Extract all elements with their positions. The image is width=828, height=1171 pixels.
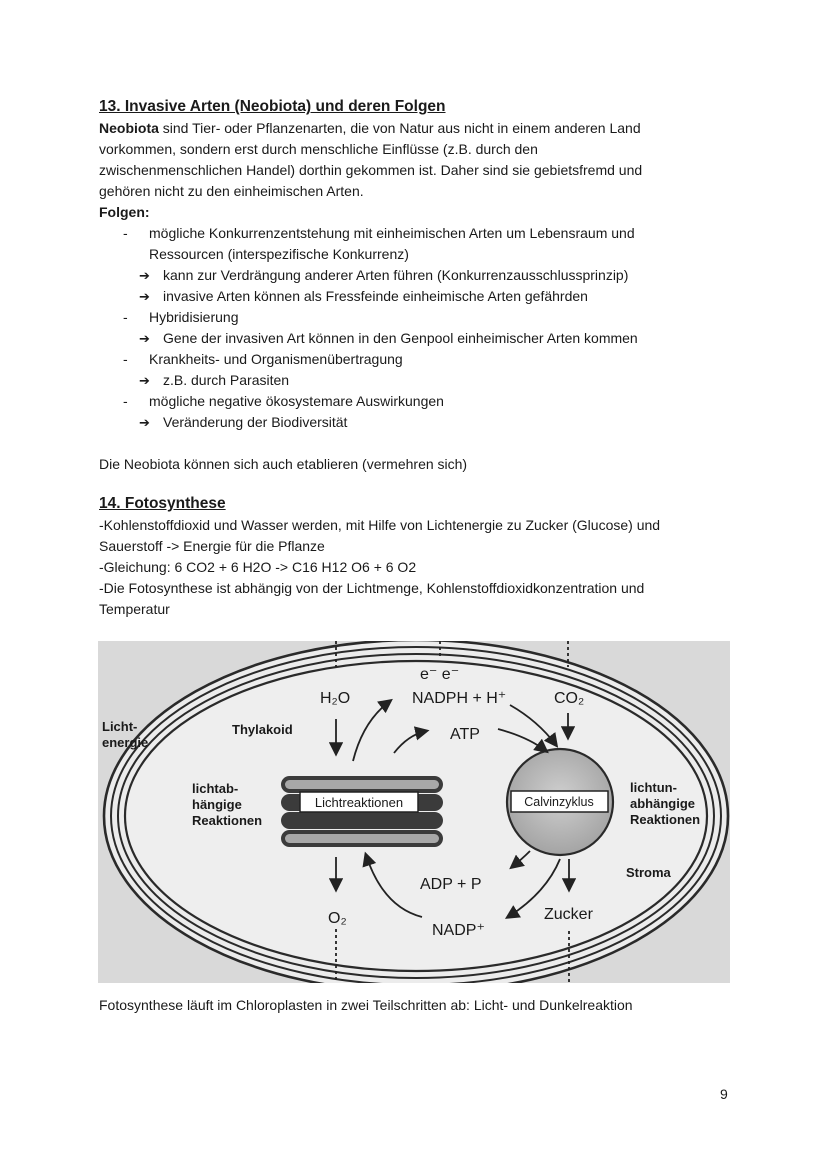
neobiota-closing: Die Neobiota können sich auch etablieren (vermehren sich) bbox=[99, 456, 468, 472]
consequence-subitem: ➔ z.B. durch Parasiten bbox=[99, 370, 739, 391]
folgen-list bbox=[99, 223, 739, 433]
zucker-label: Zucker bbox=[544, 906, 593, 923]
text-line: -Kohlenstoffdioxid und Wasser werden, mit Hilfe von Lichtenergie zu Zucker (Glucose) und bbox=[99, 517, 661, 533]
neobiota-term: Neobiota bbox=[99, 120, 159, 136]
page-number: 9 bbox=[720, 1086, 728, 1102]
figure-caption: Fotosynthese läuft im Chloroplasten in zwei Teilschritten ab: Licht- und Dunkelreaktion bbox=[99, 997, 633, 1013]
consequence-item: - Hybridisierung bbox=[99, 307, 739, 328]
consequence-item: - mögliche negative ökosystemare Auswirkungen bbox=[99, 391, 739, 412]
lichtunabhaengig-line: lichtun- bbox=[630, 780, 677, 795]
nadp-label: NADP⁺ bbox=[432, 922, 485, 939]
page-content bbox=[99, 96, 739, 620]
folgen-label: Folgen: bbox=[99, 204, 150, 220]
lichtabhaengig-line: Reaktionen bbox=[192, 813, 263, 828]
lichtunabhaengig-line: abhängige bbox=[630, 796, 696, 811]
chloroplast-svg bbox=[98, 641, 730, 983]
section-13-heading: 13. Invasive Arten (Neobiota) und deren Folgen bbox=[99, 98, 446, 115]
chloroplast-diagram bbox=[98, 641, 730, 983]
atp-label: ATP bbox=[450, 726, 480, 743]
consequence-subitem: ➔ kann zur Verdrängung anderer Arten führen (Konkurrenzausschlussprinzip) bbox=[99, 265, 739, 286]
definition-line: gehören nicht zu den einheimischen Arten. bbox=[99, 183, 364, 199]
consequence-subitem: ➔ Gene der invasiven Art können in den Genpool einheimischer Arten kommen bbox=[99, 328, 739, 349]
electrons-label: e⁻ e⁻ bbox=[420, 666, 460, 683]
definition-line: zwischenmenschlichen Handel) dorthin gekommen ist. Daher sind sie gebietsfremd und bbox=[99, 162, 643, 178]
consequence-subitem: ➔ Veränderung der Biodiversität bbox=[99, 412, 739, 433]
lichtreaktionen-label: Lichtreaktionen bbox=[314, 795, 404, 810]
nadph-label: NADPH + H⁺ bbox=[412, 690, 507, 707]
adp-label: ADP + P bbox=[420, 876, 482, 893]
text-line: Temperatur bbox=[99, 601, 170, 617]
text-line: -Die Fotosynthese ist abhängig von der Lichtmenge, Kohlenstoffdioxidkonzentration und bbox=[99, 580, 645, 596]
consequence-item: Ressourcen (interspezifische Konkurrenz) bbox=[149, 246, 409, 262]
calvinzyklus-label: Calvinzyklus bbox=[524, 795, 594, 809]
consequence-item: - mögliche Konkurrenzentstehung mit einheimischen Arten um Lebensraum und bbox=[99, 223, 739, 244]
lichtenergie-line: energie bbox=[102, 735, 149, 750]
definition-line: vorkommen, sondern erst durch menschliche Einflüsse (z.B. durch den bbox=[99, 141, 538, 157]
text-line: -Gleichung: 6 CO2 + 6 H2O -> C16 H12 O6 + 6 O2 bbox=[99, 559, 417, 575]
fotosynthese-text bbox=[99, 515, 739, 620]
o2-label: O₂ bbox=[328, 910, 347, 927]
co2-label: CO₂ bbox=[554, 690, 585, 707]
text-line: Sauerstoff -> Energie für die Pflanze bbox=[99, 538, 325, 554]
stroma-label: Stroma bbox=[626, 865, 671, 880]
thylakoid-stack bbox=[281, 776, 443, 847]
neobiota-definition bbox=[99, 118, 739, 202]
consequence-item: - Krankheits- und Organismenübertragung bbox=[99, 349, 739, 370]
consequence-subitem: ➔ invasive Arten können als Fressfeinde einheimische Arten gefährden bbox=[99, 286, 739, 307]
lichtabhaengig-line: hängige bbox=[192, 797, 242, 812]
lichtunabhaengig-line: Reaktionen bbox=[630, 812, 701, 827]
thylakoid-label: Thylakoid bbox=[232, 722, 293, 737]
section-14-heading: 14. Fotosynthese bbox=[99, 495, 226, 512]
definition-line: sind Tier- oder Pflanzenarten, die von Natur aus nicht in einem anderen Land bbox=[158, 120, 641, 136]
lichtabhaengig-line: lichtab- bbox=[192, 781, 239, 796]
lichtenergie-line: Licht- bbox=[102, 719, 138, 734]
h2o-label: H₂O bbox=[320, 690, 351, 707]
